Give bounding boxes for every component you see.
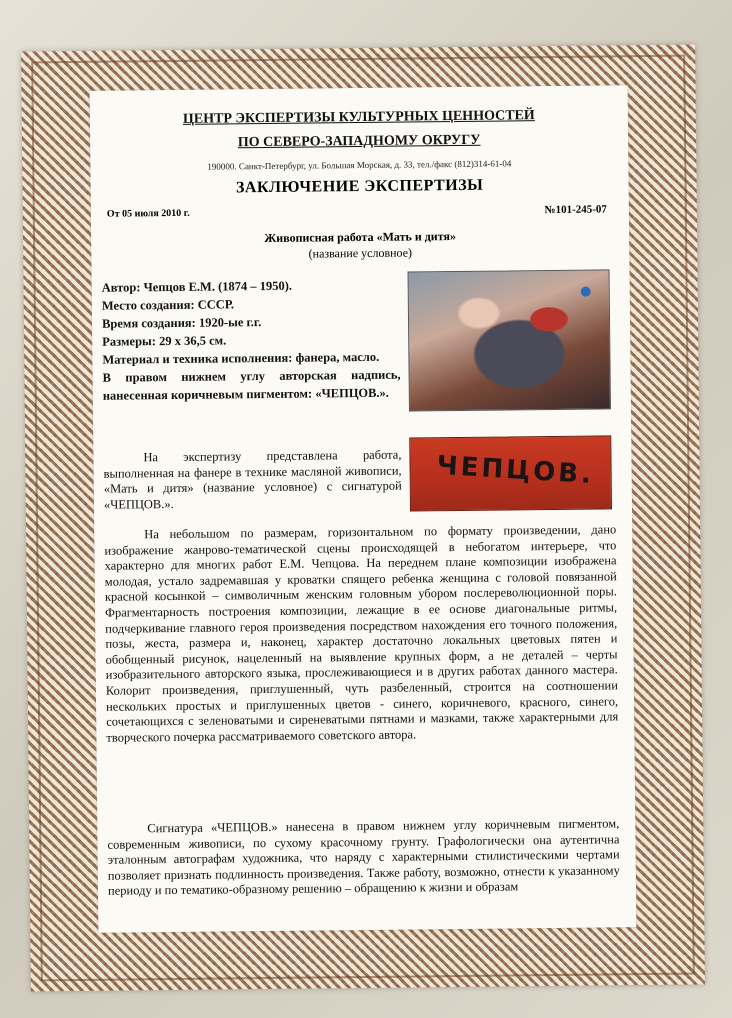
artwork-subtitle: (название условное) (308, 245, 413, 261)
meta-size: Размеры: 29 х 36,5 см. (102, 333, 227, 349)
meta-place: Место создания: СССР. (101, 297, 235, 313)
meta-author: Автор: Чепцов Е.М. (1874 – 1950). (101, 278, 293, 295)
painting-blue-detail (581, 287, 591, 297)
body-paragraph-1: На экспертизу представлена работа, выполненная на фанере в технике масляной живописи, «Мать и дитя» (название условное) с сигнатурой «ЧЕПЦОВ.». (103, 447, 402, 512)
document-title: ЗАКЛЮЧЕНИЕ ЭКСПЕРТИЗЫ (235, 176, 484, 197)
meta-inscription: В правом нижнем углу авторская надпись, нанесенная коричневым пигментом: «ЧЕПЦОВ.». (102, 367, 401, 403)
signature-photo (409, 435, 612, 511)
painting-photo (408, 269, 611, 411)
meta-material: Материал и техника исполнения: фанера, масло. (102, 349, 380, 367)
org-address: 190000. Санкт-Петербург, ул. Большая Морская, д. 33, тел./факс (812)314-61-04 (207, 158, 512, 172)
body-paragraph-2: На небольшом по размерам, горизонтальном по формату произведении, дано изображение жанрово-тематической сцены происходящей в небогатом интерьере, что характерно для многих работ Е.М. Чепцова. На переднем плане композиции изображена молодая, устало задремавшая у кроватки спящего ребенка женщина с головой повязанной красной косынкой – символичным женским головным убором послереволюционной поры. Фрагментарность построения композиции, лежащие в ее основе диагональные ритмы, подчеркивание главного героя произведения посредством нахождения его точного положения, позы, жеста, размера и, наконец, характер достаточно локальных цветовых пятен и обобщенный рисунок, нацеленный на выявление крупных форм, а не деталей – черты изобразительного авторского языка, прослеживающиеся и в других работах данного мастера. Колорит произведения, приглушенный, чуть разбеленный, строится на соотношении нескольких простых и приглушенных цветов - синего, коричневого, красного, синего, сочетающихся с зеленоватыми и сиреневатыми пятнами и мазками, также характерными для творческого почерка рассматриваемого советского автора. (104, 522, 619, 745)
document-date: От 05 июля 2010 г. (106, 207, 190, 220)
signature-text: ЧЕПЦОВ. (435, 450, 595, 491)
certificate-page (90, 85, 637, 933)
org-title-line2: ПО СЕВЕРО-ЗАПАДНОМУ ОКРУГУ (237, 132, 481, 151)
artwork-metadata (102, 276, 401, 405)
org-title-line1: ЦЕНТР ЭКСПЕРТИЗЫ КУЛЬТУРНЫХ ЦЕННОСТЕЙ (182, 108, 535, 127)
meta-time: Время создания: 1920-ые г.г. (101, 315, 262, 331)
body-paragraph-3: Сигнатура «ЧЕПЦОВ.» нанесена в правом нижнем углу коричневым пигментом, современным живописи, по сухому красочному грунту. Графологически она аутентична эталонным автографам художника, что наряду с характерными стилистическими чертами позволяет признать подлинность произведения. Также работу, возможно, отнести к указанному периоду и по тематико-образному решению – обращению к жизни и образам (107, 816, 620, 899)
artwork-title: Живописная работа «Мать и дитя» (264, 229, 456, 246)
document-number: №101-245-07 (544, 203, 607, 217)
